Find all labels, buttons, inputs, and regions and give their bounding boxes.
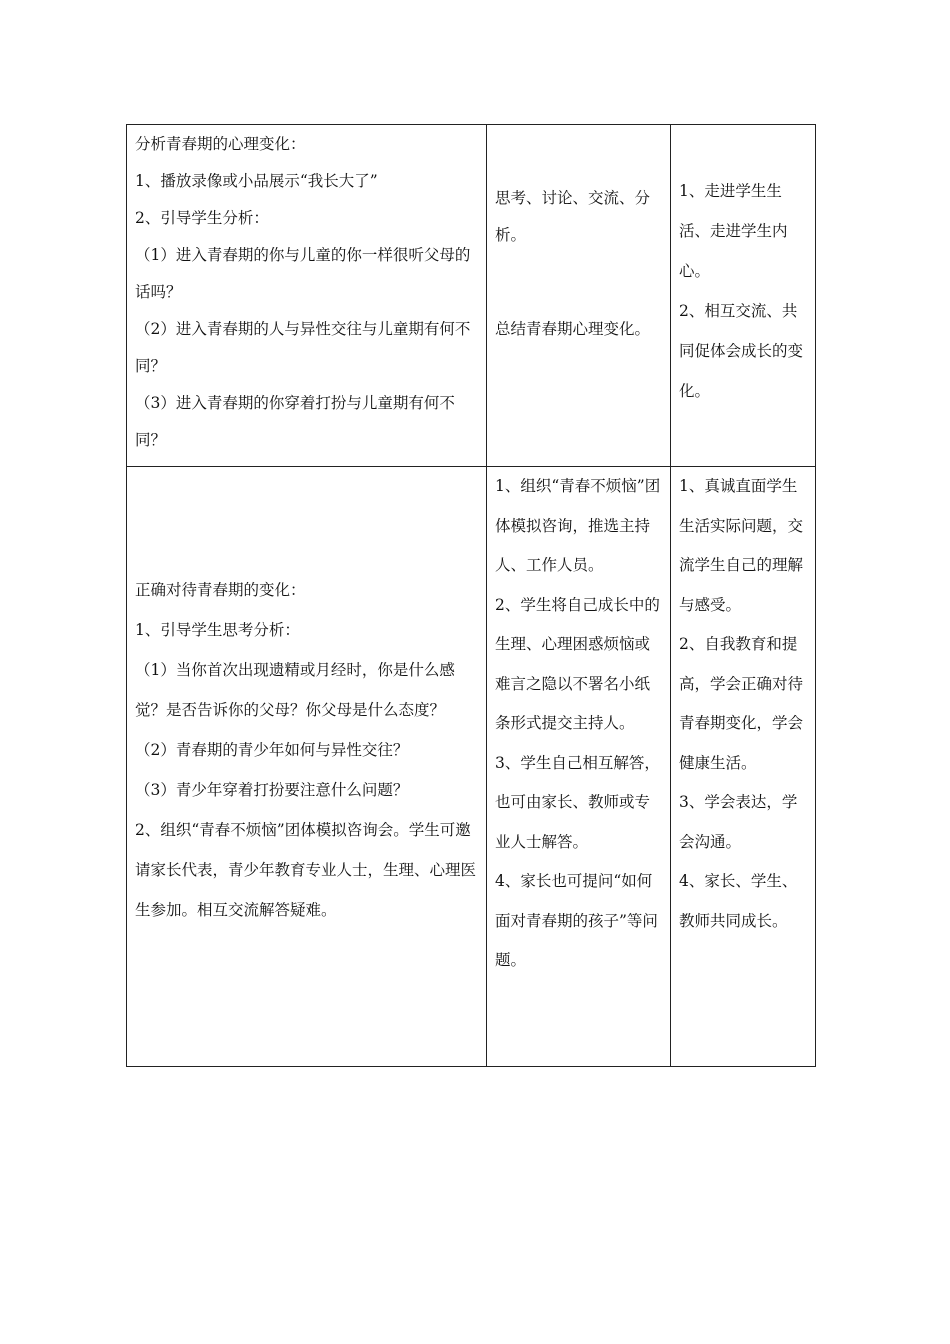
step-text: 2、组织“青春不烦恼”团体模拟咨询会。学生可邀请家长代表，青少年教育专业人士，生理、心理医生参加。相互交流解答疑难。	[135, 821, 477, 919]
teacher-activity-cell	[127, 467, 487, 1067]
step-text: 1、引导学生思考分析：	[135, 621, 300, 639]
design-intent-text: 1、走进学生生活、走进学生内心。	[679, 182, 788, 280]
student-activity-text: 1、组织“青春不烦恼”团体模拟咨询，推选主持人、工作人员。	[495, 477, 661, 574]
question-text: （1）当你首次出现遗精或月经时，你是什么感觉？是否告诉你的父母？你父母是什么态度？	[135, 661, 455, 719]
design-intent-text: 3、学会表达，学会沟通。	[679, 793, 798, 851]
teacher-activity-cell	[127, 125, 487, 467]
question-text: （2）青春期的青少年如何与异性交往？	[135, 741, 409, 759]
step-text: 1、播放录像或小品展示“我长大了”	[135, 172, 378, 190]
student-activity-text: 3、学生自己相互解答，也可由家长、教师或专业人士解答。	[495, 753, 660, 851]
student-activity-text: 2、学生将自己成长中的生理、心理困惑烦恼或难言之隐以不署名小纸条形式提交主持人。	[495, 595, 660, 732]
question-text: （3）青少年穿着打扮要注意什么问题？	[135, 781, 409, 799]
question-text: （2）进入青春期的人与异性交往与儿童期有何不同？	[135, 320, 471, 375]
design-intent-text: 2、相互交流、共同促体会成长的变化。	[679, 302, 804, 400]
design-intent-text: 2、自我教育和提高，学会正确对待青春期变化，学会健康生活。	[679, 635, 804, 772]
table-row	[127, 125, 816, 467]
student-activity-cell	[487, 125, 671, 467]
design-intent-cell	[671, 467, 816, 1067]
question-text: （3）进入青春期的你穿着打扮与儿童期有何不同？	[135, 394, 455, 449]
student-activity-cell	[487, 467, 671, 1067]
section-heading: 正确对待青春期的变化：	[135, 581, 306, 599]
design-intent-text: 4、家长、学生、教师共同成长。	[679, 872, 798, 930]
design-intent-cell	[671, 125, 816, 467]
lesson-plan-table	[126, 124, 816, 1067]
student-activity-text: 思考、讨论、交流、分析。	[495, 189, 651, 244]
section-heading: 分析青春期的心理变化：	[135, 135, 306, 153]
design-intent-text: 1、真诚直面学生生活实际问题，交流学生自己的理解与感受。	[679, 477, 804, 614]
table-row	[127, 467, 816, 1067]
question-text: （1）进入青春期的你与儿童的你一样很听父母的话吗？	[135, 246, 471, 301]
student-activity-text: 4、家长也可提问“如何面对青春期的孩子”等问题。	[495, 872, 658, 969]
student-activity-text: 总结青春期心理变化。	[495, 320, 651, 338]
step-text: 2、引导学生分析：	[135, 209, 269, 227]
